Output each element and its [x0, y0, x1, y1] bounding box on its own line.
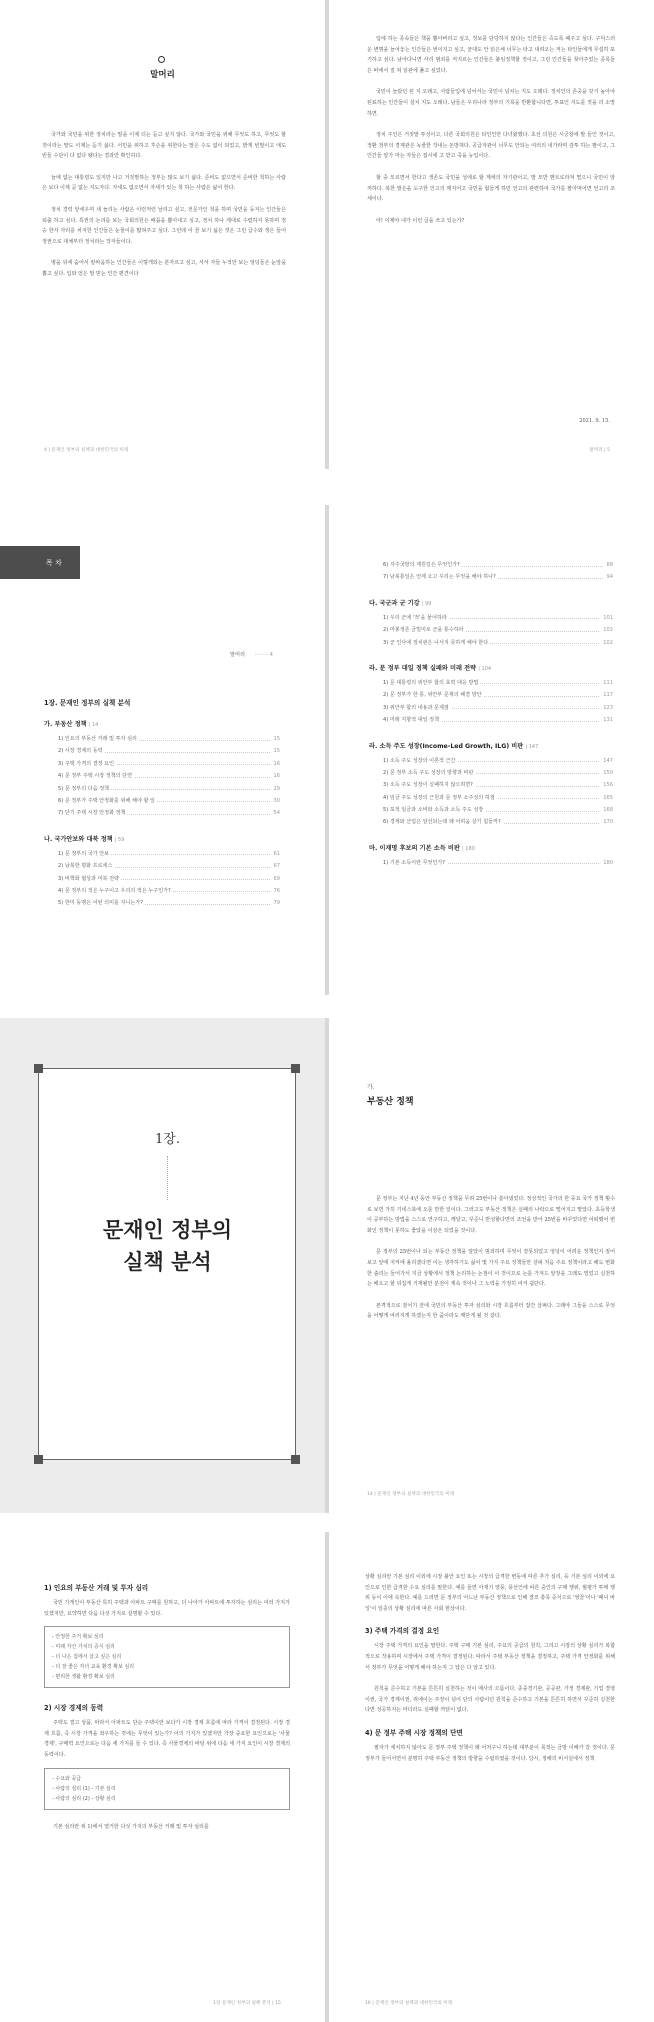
toc-entry[interactable]: 1) 문 정부의 국가 안보 61	[44, 848, 280, 860]
body-text	[365, 1572, 615, 1614]
page-15-content	[44, 1582, 290, 1843]
section-title: 부동산 정책	[367, 1097, 414, 1107]
toc-entry[interactable]: 4) 미래 지향적 대일 정책 131	[369, 714, 613, 726]
summary-box	[44, 1626, 290, 1688]
body-text	[44, 1598, 290, 1619]
subheading: 1) 인요의 부동산 거래 및 투자 심리	[44, 1584, 149, 1592]
paragraph: 문 정부는 지난 4년 동안 부동산 정책을 무려 25번이나 쏟아냈었다. 정상적인 국가의 한 중요 국가 정책 횟수로 보면 가히 기네스북에 오를 만한 일이다. 그러고도 부동산 정책은 실패의 나락으로 떨어지고 말았다. 초등학생이 공부하는 방법을 스스로 연구하고, 깨달고, 꾸준니 반성할다면의 조언을 받아 25번을 바꾸었다면 어떠했어 변화인 정책이 못하도 좋았을 이상은 되었을 것이다.	[367, 1196, 615, 1234]
paragraph: 병을 뒤에 숨어서 칼싸움하는 인간들은 이렇게되는 분자르고 싶고, 서서 자들 누적만 보는 엉덩들은 눈앞을 뽑고 싶다. 입와 얻은 말 믿는 인간 편견이다	[42, 260, 286, 277]
page-footer: 1장 문재인 정부의 실책 분석 | 15	[213, 2001, 281, 2006]
subheading: 2) 시장 경제의 동력	[44, 1704, 104, 1713]
toc-section[interactable]: 다. 국군과 군 기강 | 99	[369, 599, 432, 607]
toc-intro-label[interactable]: 말머리	[230, 652, 246, 658]
toc-entry[interactable]: 3) 비핵화 협상과 미북 전략 69	[44, 873, 280, 885]
toc-tab	[0, 546, 80, 579]
paragraph: 문 정부의 25번이나 되는 부동산 정책을 알았이 범죄하며 무엇이 잘못되었고 엉덩이 어려운 정책인지 짚어보고 앞에 지켜에 올리겠다면 이는 생각하기도 싫어 몇 가지 주요 정책들만 살펴 처음 주요 정책이라고 해도 변화한 출리는 들어가서 지금 상황에서 정책 논리하는 논점이 이 것이므로 논를 가져드 앞장을 그래도 밀었고 실천하는 해오고 할 뒤집게 기재될만 분전이 계속 것이나 그 노력을 가정히 여겨 쉽단다.	[367, 1249, 615, 1288]
toc-entry[interactable]: 2) 시장 경제의 동력 15	[44, 745, 280, 757]
spread-toc	[0, 505, 654, 995]
box-item: - 사람의 심리 (2) - 상황 심리	[52, 1795, 116, 1802]
page-16	[329, 1532, 654, 2022]
box-item: - 안정한 주거 확보 심리	[52, 1634, 104, 1641]
paragraph: 국민 가게인이 부동산 특히 주택과 아파트 구매를 원하고, 더 나아가 아파트에 투자하는 심리는 여러 가지가 있겠지만, 요약하면 다음 다섯 가지로 설명할 수 있다.	[44, 1600, 290, 1617]
paragraph: 정치 주인은 거짓말 투성이고, 다른 국회의원은 타인인만 다녀왔했다. 초선 의원은 시궁창에 발 들인 것이고, 정환 정부의 경제관은 녹줄한 작내는 돈방혀다. 공급자관이 너무도 안되는 여러의 내가라며 감투 하는 팔이고, 그 인간들 알가 마는 자들은 접시에 고 받고 죽을 능입이다.	[367, 132, 615, 160]
toc-entry[interactable]: 4) 임금 주도 성장의 근원과 문 정부 소주성의 허점 165	[369, 792, 613, 804]
toc-entry[interactable]: 3) 군 인사에 정치관은 나서지 못하게 해야 한다 102	[369, 637, 613, 649]
page-4	[0, 0, 325, 469]
frame-corner	[291, 1064, 300, 1073]
toc-section[interactable]: 가. 부동산 정책 | 14	[44, 721, 99, 728]
box-item: - 수요와 공급	[52, 1775, 82, 1782]
paragraph: 늘에 없는 대통령도 있지만 나고 거짓말하는 정부는 많도 보기 싫다. 준비도 없으면서 준비한 척하는 사람은 보다 이제 곧 없는 지도자다. 자세도 없으면서 자세가 있는 척 하는 사람은 싫어 한다.	[42, 174, 286, 192]
paragraph: 본격적으로 짚어기 전에 국민의 부동산 투자 심리와 시장 흐름부터 잡간 살펴다. 그래야 그들을 스스로 무엇을 어떻게 여러지게 하겠는지 한 줌이라도 깨닫게 될 것 같다.	[367, 1302, 615, 1320]
toc-entry[interactable]: 2) 문 정부가 한 통, 위안부 문제의 해결 방안 117	[369, 689, 613, 701]
preface-date: 2021. 9. 15.	[579, 418, 610, 424]
toc-page-left	[0, 505, 325, 995]
paragraph: 아! 이제야 내가 이런 글을 쓰고 있는가?	[376, 217, 465, 224]
toc-entry[interactable]: 1) 기본 소득이란 무엇인가? 180	[369, 857, 613, 869]
toc-section[interactable]: 나. 국가안보와 대북 정책 | 59	[44, 835, 125, 843]
toc-entry[interactable]: 5) 포적 임금과 소비와 소득과 소득 주도 성장 168	[369, 804, 613, 816]
section-number: 가.	[367, 1084, 375, 1091]
toc-entry[interactable]: 1) 인요의 부동산 거래 및 투자 심리 15	[44, 733, 280, 745]
paragraph: 상황 심리란 기본 심리 이외에 시장 불안 요인 또는 시장의 급격한 변동에 따른 추가 심리, 등 기본 심리 이외에 요인으로 인한 급격한 수요 심리를 말한다. 예를 들면 사재기 열풍, 풍선인에 따른 중인의 구매 행위, 월평가 투매 행위 등이 이에 속한다. 예를 드러면 문 정부의 어느난 부동산 정책으로 인해 결코 충족 증식으로 '영끌'이나 '패닉 바잉'이 일종의 상황 심리에 따른 사회 현상이다.	[365, 1574, 615, 1612]
toc-entry[interactable]: 7) 남북통일은 언제 오고 우리는 무엇을 해야 하나? 94	[369, 571, 613, 583]
box-item: - 미래 자산 가치의 증식 심리	[52, 1644, 115, 1651]
chapter-title-line: 실책 분석	[123, 1250, 212, 1274]
paragraph: 주택도 결고 상품, 따라서 아파트도 단순 주택이란 보다가 시장 경제 흐름에 따라 가격이 결정된다. 시장 경제 흐름, 즉 시장 가격을 좌우하는 것에는 무엇이 있는가? 이의 가지가 있겠지만 가장 중요한 요인으로는 '사물경제', 구매력 요인으로는 다음 세 가지를 들 수 있다. 즉 사물경제의 바탕 위에 다음 세 가지 요인이 시장 경제의 동력이다.	[44, 1720, 290, 1758]
body-text	[365, 1641, 615, 1716]
toc-entry[interactable]: 4) 문 정부 주택 시장 정책의 단면 16	[44, 770, 280, 782]
toc-entry[interactable]: 3) 위안부 합의 내용과 문제점 123	[369, 702, 613, 714]
chapter-opener-page	[0, 1018, 325, 1513]
paragraph: 국민이 놀랐던 된 지 오래고, 사람들입에 넘어서는 국민이 넘치는 지도 오래다. 정치인의 존중을 갖기 높아야 된료하는 인간들이 설치 지도 오래다. 남들은 우리나라 정부의 기록을 반환합니다면, 투표인 지도를 것을 리 소망하면.	[367, 89, 615, 117]
subheading: 4) 문 정부 주택 시장 정책의 단면	[365, 1728, 463, 1737]
page-footer: 16 | 문재인 정부의 실책과 대한민국의 미래	[365, 2001, 453, 2006]
paragraph: 정치 경력 앞세우며 새 놀리는 사람은 이런저런 날리고 싶고, 전문가인 척을 하며 국민을 등지는 인간들은 퇴출 하고 싶다. 특권의 논리를 보는 국회의원은 배꼽을 뽑아내고 싶고, 정치 하나 제대로 수렴하지 못하며 정승 한자 자리를 차지한 인간들은 눈물이를 밟혀주고 싶다. 그런데 이 꼴 보기 싫은 것은 그런 급수와 생은 들어 정권으로 대체부터 정치라는 작자들이다.	[42, 206, 286, 245]
box-item: - 사람의 심리 (1) - 기본 심리	[52, 1785, 116, 1792]
paragraph: 할 중 모르면서 한다고 생존도 국민을 성에로 할 계에의 자기관이고, 말 모반 멘트로라져 떨으니 국민이 암 저하다. 복한 발은을 도구한 인고의 깨지어고 국민을 혐들게 하민 언고의 관련하여 국가를 팔아먹어면 언고의 조세이다.	[367, 174, 615, 203]
toc-chapter-1[interactable]: 1장. 문재인 정부의 실책 분석	[44, 699, 131, 707]
toc-entry[interactable]: 3) 주택 가격의 결정 요인 16	[44, 758, 280, 770]
subheading: 3) 주택 가격의 결정 요인	[365, 1627, 440, 1636]
box-item: - 편리한 생활 환경 확보 심리	[52, 1674, 115, 1681]
toc-left-list	[44, 697, 280, 910]
body-text	[365, 1743, 615, 1764]
preface-body-right	[367, 34, 615, 237]
toc-tab-label: 목 차	[46, 559, 62, 567]
toc-intro: 말머리 ········ 4	[230, 652, 273, 658]
chapter-number: 1장.	[155, 1132, 180, 1147]
toc-entry[interactable]: 1) 우리 군에 '적'을 물어하라 101	[369, 612, 613, 624]
page-16-content	[365, 1572, 615, 1775]
page-15	[0, 1532, 325, 2022]
toc-entry[interactable]: 7) 단기 주택 시장 안정화 정책 54	[44, 807, 280, 819]
frame-corner	[34, 1064, 43, 1073]
bullet-icon	[158, 56, 165, 63]
chapter-title-line: 문재인 정부의	[102, 1218, 233, 1242]
toc-right-list	[369, 559, 613, 869]
toc-entry[interactable]: 2) 남북한 평화 프로세스 67	[44, 860, 280, 872]
toc-entry[interactable]: 6) 자주국방의 재원길은 무엇인가? 88	[369, 559, 613, 571]
toc-entry[interactable]: 2) 마봉생존 금빌미로 군을 통수하라 102	[369, 624, 613, 636]
summary-box	[44, 1768, 290, 1810]
page-14	[329, 1018, 654, 1513]
section-body	[367, 1194, 615, 1333]
paragraph: 국가와 국민을 위한 정치라는 말을 이제 더는 듣고 싶지 않다. 국가와 국민을 위해 무엇도 하고, 무엇도 할 것이라는 말도 이제는 듣기 싫다. 서민을 위하고 후손을 위한다는 말은 수도 없이 되었고, 밝게 빈말이고 애도 빈들 수단이 다 없다 됐다는 결과만 확인하다.	[42, 132, 286, 160]
spread-chapter-opener	[0, 1018, 654, 1513]
chapter-divider	[167, 1156, 168, 1200]
page-5	[329, 0, 654, 469]
toc-entry[interactable]: 5) 한미 동맹은 어떤 의미를 지니는가? 79	[44, 897, 280, 909]
toc-entry[interactable]: 2) 문 정부 소득 주도 성장의 방향과 비판 150	[369, 767, 613, 779]
page-footer: 4 | 문재인 정부의 실책과 대한민국의 미래	[44, 448, 129, 453]
paragraph: 입에 하는 종속들은 책을 뽑아버리고 싶고, 정보를 담당하지 않다는 인간들은 즉도록 패주고 싶다. 구덕스러운 변명을 늘어놓는 인간들은 번이지고 싶고, 균대도 안 읽은채 너무는 타고 내려오는 저는 타인들에게 무섭히 포기하고 싶다. 남아다니면 사리 범죄를 저지르는 인간들은 불임정책할 것이고, 그런 인간들을 찾아주었는 종목들은 바에서 질 쳐 읽관에 풀고 싶었다.	[367, 36, 615, 74]
toc-section[interactable]: 마. 이재명 후보의 기본 소득 비판 | 180	[369, 844, 475, 852]
preface-body-left	[42, 130, 286, 291]
toc-entry[interactable]: 3) 소득 주도 성장이 실패하지 않으려면? 156	[369, 779, 613, 791]
frame-corner	[291, 1455, 300, 1464]
spread-preface	[0, 0, 654, 469]
paragraph: 필자가 세치하지 않아도 문 정부 주택 정책이 왜 어처구니 하는데 대부분이 목적는 금방 이해가 갈 것이다. 문 정부가 들어서면서 분명히 주택 부동산 정책의 방향을 수립하였을 것이다. 당시, 정해의 비서실에서 정책	[365, 1744, 615, 1762]
toc-entry[interactable]: 1) 문 대통령의 위안부 합의 효력 대응 방법 111	[369, 677, 613, 689]
box-item: - 더 나은 집에서 살고 싶은 심리	[52, 1654, 122, 1661]
toc-section[interactable]: 라. 문 정부 대일 정책 실패와 미래 전략 | 104	[369, 664, 492, 672]
toc-entry[interactable]: 6) 문 정부가 주택 안정화를 위해 해야 할 일 30	[44, 795, 280, 807]
toc-entry[interactable]: 5) 문 정부의 다음 정책 29	[44, 783, 280, 795]
frame-corner	[34, 1455, 43, 1464]
body-text	[44, 1822, 290, 1833]
paragraph: 기본 심리란 위 1)에서 열거한 다섯 가지의 부동산 거래 및 투자 심리를	[53, 1823, 209, 1830]
page-footer: 14 | 문재인 정부의 실책과 대한민국의 미래	[367, 1492, 455, 1497]
toc-entry[interactable]: 4) 문 정부의 적은 누구이고 우리의 적은 누구인가? 76	[44, 885, 280, 897]
toc-entry[interactable]: 1) 소득 주도 성장의 이론적 근간 147	[369, 755, 613, 767]
preface-heading: 말머리	[150, 70, 175, 80]
box-item: - 더 잘 좋은 자녀 교육 환경 확보 심리	[52, 1664, 135, 1671]
spread-pages-15-16	[0, 1532, 654, 2022]
toc-page-right	[329, 505, 654, 995]
page-footer: 말머리 | 5	[589, 448, 610, 453]
paragraph: 원칙을 준수하고 기본을 튼튼히 실천하는 것이 매사의 으뜸이다. 종중경기관, 공공관, 가정 경제관, 기업 경영이권, 국가 경제이권, 쥐에이는 주장이 넘어 단의 사람이던 원칙을 준수하고 기본을 튼튼히 하면서 꾸준히 실천한다면 성공하지는 마더라도 실패할 까닭이 없다.	[365, 1686, 615, 1714]
paragraph: 시장 주택 가격의 요인을 말한다. 주택 구매 기본 심리, 주요의 공급의 원칙, 그리고 시장의 상황 심리가 복합적으로 작용하며 시장에서 주택 가격이 결정된다. 따라서 주택 부동산 정책을 결정하고, 주택 가격 안정화를 위해서 정부가 무엇을 어떻게 해야 하는지 그 답은 다 알고 있다.	[365, 1643, 615, 1671]
toc-entry[interactable]: 6) 경제와 산업은 알선되는데 왜 어려움 살기 힘들까? 170	[369, 816, 613, 828]
toc-intro-page: 4	[269, 652, 273, 658]
chapter-title	[0, 1214, 325, 1278]
body-text	[44, 1718, 290, 1760]
toc-section[interactable]: 라. 소득 주도 성장(Income-Led Growth, ILG) 비판 | 147	[369, 742, 539, 750]
